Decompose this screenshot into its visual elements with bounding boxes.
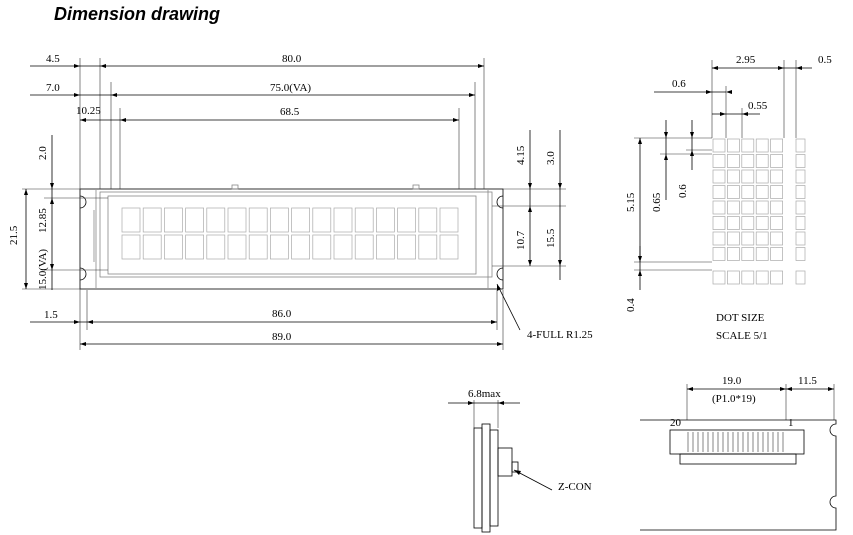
side-view bbox=[448, 388, 592, 532]
character-cell bbox=[334, 235, 352, 259]
dim-3-0: 3.0 bbox=[545, 151, 557, 165]
next-char-cursor-dot bbox=[796, 271, 805, 284]
next-char-dot bbox=[796, 248, 805, 261]
character-cell bbox=[164, 235, 182, 259]
bezel-outline bbox=[100, 192, 492, 277]
dot bbox=[727, 201, 739, 214]
hole-note: 4-FULL R1.25 bbox=[527, 329, 593, 341]
dim-15-5: 15.5 bbox=[545, 228, 557, 248]
dot bbox=[771, 248, 783, 261]
dot bbox=[742, 217, 754, 230]
dot bbox=[742, 170, 754, 183]
drawing-title: Dimension drawing bbox=[54, 4, 221, 24]
character-cell bbox=[376, 208, 394, 232]
dim-86-0: 86.0 bbox=[272, 308, 292, 320]
dim-7-0: 7.0 bbox=[46, 82, 60, 94]
dim-12-85: 12.85 bbox=[37, 208, 49, 233]
dot bbox=[771, 139, 783, 152]
dot-dim-5-15: 5.15 bbox=[625, 192, 637, 212]
conn-dim-11-5: 11.5 bbox=[798, 375, 817, 387]
dot bbox=[742, 139, 754, 152]
connector-pins bbox=[688, 432, 783, 452]
connector-view bbox=[640, 375, 836, 530]
character-cell bbox=[207, 208, 225, 232]
next-char-dot bbox=[796, 155, 805, 168]
dot bbox=[713, 201, 725, 214]
next-char-dot bbox=[796, 232, 805, 245]
dot bbox=[756, 155, 768, 168]
next-char-dot bbox=[796, 201, 805, 214]
character-cell bbox=[292, 235, 310, 259]
dot bbox=[742, 248, 754, 261]
dot-dim-0-6-top: 0.6 bbox=[672, 78, 686, 90]
dot bbox=[727, 217, 739, 230]
character-cell bbox=[186, 208, 204, 232]
dot bbox=[756, 139, 768, 152]
pin-20-label: 20 bbox=[670, 417, 681, 429]
side-dim-6-8max: 6.8max bbox=[468, 388, 501, 400]
dot bbox=[756, 248, 768, 261]
dot bbox=[713, 248, 725, 261]
character-cell bbox=[440, 208, 458, 232]
dot bbox=[771, 186, 783, 199]
character-cell bbox=[143, 208, 161, 232]
side-lcd bbox=[490, 430, 498, 526]
next-char-dot bbox=[796, 139, 805, 152]
character-cell bbox=[440, 235, 458, 259]
dim-89-0: 89.0 bbox=[272, 331, 292, 343]
character-cell bbox=[228, 208, 246, 232]
dim-1-5: 1.5 bbox=[44, 309, 58, 321]
dot bbox=[756, 217, 768, 230]
dim-10-25: 10.25 bbox=[76, 105, 101, 117]
scale-label: SCALE 5/1 bbox=[716, 330, 768, 342]
dot bbox=[713, 170, 725, 183]
dot bbox=[756, 170, 768, 183]
side-pcb bbox=[474, 428, 482, 528]
character-cell bbox=[164, 208, 182, 232]
character-cell bbox=[355, 235, 373, 259]
character-cell bbox=[355, 208, 373, 232]
next-char-dot bbox=[796, 170, 805, 183]
character-cell bbox=[207, 235, 225, 259]
dot-dim-2-95: 2.95 bbox=[736, 54, 756, 66]
dot bbox=[742, 232, 754, 245]
dim-4-5: 4.5 bbox=[46, 53, 60, 65]
z-con-label: Z-CON bbox=[558, 481, 592, 493]
dot bbox=[727, 186, 739, 199]
dot bbox=[713, 186, 725, 199]
front-view bbox=[8, 53, 593, 350]
dot-dim-0-65: 0.65 bbox=[651, 192, 663, 212]
character-cell bbox=[313, 208, 331, 232]
dot-detail bbox=[625, 54, 832, 342]
character-cell bbox=[398, 235, 416, 259]
character-grid bbox=[122, 208, 458, 259]
dot bbox=[727, 248, 739, 261]
dot-dim-0-6-left: 0.6 bbox=[677, 184, 689, 198]
dot bbox=[742, 201, 754, 214]
cursor-dot bbox=[713, 271, 725, 284]
dot bbox=[713, 217, 725, 230]
cursor-dot bbox=[756, 271, 768, 284]
dot-grid bbox=[713, 139, 805, 284]
character-cell bbox=[122, 235, 140, 259]
dim-75-0-va: 75.0(VA) bbox=[270, 82, 312, 94]
dot bbox=[771, 155, 783, 168]
dot-dim-0-4: 0.4 bbox=[625, 298, 637, 312]
side-connector bbox=[498, 448, 512, 476]
next-char-dot bbox=[796, 217, 805, 230]
dot bbox=[742, 186, 754, 199]
dim-80-0: 80.0 bbox=[282, 53, 302, 65]
character-cell bbox=[419, 208, 437, 232]
dot-dim-0-5: 0.5 bbox=[818, 54, 832, 66]
tab-top-right bbox=[413, 185, 419, 189]
character-cell bbox=[143, 235, 161, 259]
character-cell bbox=[313, 235, 331, 259]
dot bbox=[727, 139, 739, 152]
dot bbox=[727, 155, 739, 168]
dot-dim-0-55: 0.55 bbox=[748, 100, 768, 112]
cursor-dot bbox=[727, 271, 739, 284]
dot bbox=[713, 155, 725, 168]
dim-15-0-va: 15.0(VA) bbox=[37, 248, 49, 290]
character-cell bbox=[122, 208, 140, 232]
dot bbox=[771, 170, 783, 183]
cursor-dot bbox=[771, 271, 783, 284]
dim-4-15: 4.15 bbox=[515, 145, 527, 165]
dim-2-0: 2.0 bbox=[37, 146, 49, 160]
dot-size-label: DOT SIZE bbox=[716, 312, 765, 324]
character-cell bbox=[376, 235, 394, 259]
character-cell bbox=[228, 235, 246, 259]
character-cell bbox=[419, 235, 437, 259]
dot bbox=[756, 186, 768, 199]
dot bbox=[756, 201, 768, 214]
dot bbox=[727, 170, 739, 183]
character-cell bbox=[270, 235, 288, 259]
dot bbox=[771, 201, 783, 214]
next-char-dot bbox=[796, 186, 805, 199]
character-cell bbox=[270, 208, 288, 232]
character-cell bbox=[249, 235, 267, 259]
dot bbox=[713, 232, 725, 245]
character-cell bbox=[186, 235, 204, 259]
character-cell bbox=[398, 208, 416, 232]
character-cell bbox=[292, 208, 310, 232]
pin-1-label: 1 bbox=[788, 417, 794, 429]
dim-21-5: 21.5 bbox=[8, 225, 20, 245]
character-cell bbox=[249, 208, 267, 232]
dim-10-7: 10.7 bbox=[515, 230, 527, 250]
tab-top-left bbox=[232, 185, 238, 189]
cursor-dot bbox=[742, 271, 754, 284]
dot bbox=[727, 232, 739, 245]
dot bbox=[771, 232, 783, 245]
conn-dim-19-0: 19.0 bbox=[722, 375, 742, 387]
dot bbox=[742, 155, 754, 168]
connector-body bbox=[670, 430, 804, 454]
conn-pitch: (P1.0*19) bbox=[712, 393, 756, 405]
side-bezel bbox=[482, 424, 490, 532]
character-cell bbox=[334, 208, 352, 232]
dot bbox=[756, 232, 768, 245]
dot bbox=[713, 139, 725, 152]
dim-68-5: 68.5 bbox=[280, 106, 300, 118]
dot bbox=[771, 217, 783, 230]
mounting-hole-bottom-right bbox=[497, 268, 503, 280]
